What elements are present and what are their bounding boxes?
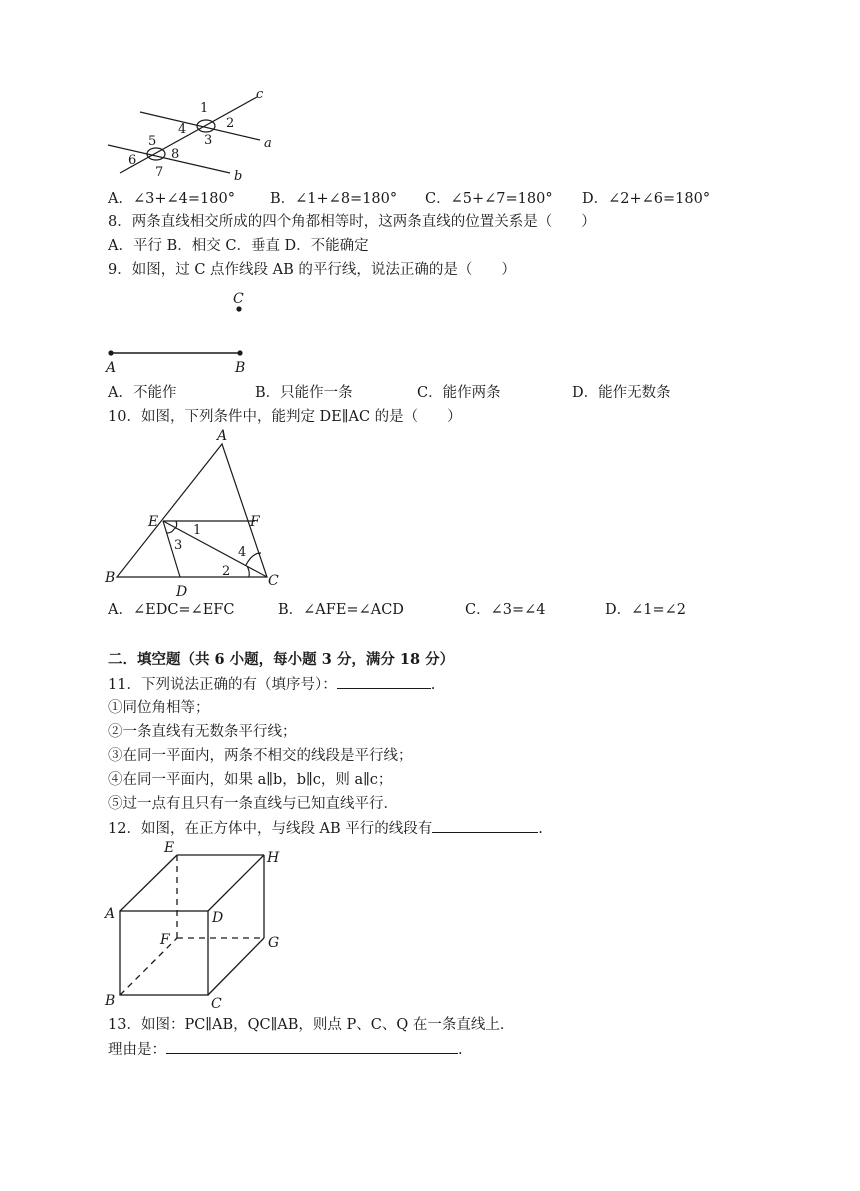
q8-stem: 8．两条直线相交所成的四个角都相等时，这两条直线的位置关系是（ ） bbox=[108, 214, 596, 230]
q9-option-a: A．不能作 bbox=[108, 385, 177, 401]
figure-q7-parallel-lines bbox=[100, 85, 290, 185]
label-a: A bbox=[217, 428, 228, 444]
label-7: 7 bbox=[155, 165, 164, 180]
label-c: c bbox=[256, 87, 264, 102]
label-1: 1 bbox=[193, 523, 202, 538]
q11-end: . bbox=[430, 677, 436, 693]
figure-q9-segment bbox=[100, 288, 260, 378]
q10-option-c: C．∠3=∠4 bbox=[465, 602, 546, 618]
edge-cg bbox=[208, 938, 264, 995]
label-6: 6 bbox=[128, 153, 137, 168]
label-d: D bbox=[212, 910, 224, 926]
edge-dh bbox=[208, 855, 264, 911]
q10-option-d: D．∠1=∠2 bbox=[605, 602, 687, 618]
label-b: B bbox=[235, 360, 246, 376]
q10-option-b: B．∠AFE=∠ACD bbox=[278, 602, 404, 618]
label-c: C bbox=[233, 291, 244, 307]
label-e: E bbox=[148, 514, 159, 530]
q7-option-c: C．∠5+∠7=180° bbox=[425, 191, 553, 207]
q12-stem: 12．如图，在正方体中，与线段 AB 平行的线段有 bbox=[108, 821, 433, 837]
q8-options: A．平行 B．相交 C．垂直 D．不能确定 bbox=[108, 238, 369, 254]
q12-answer-blank[interactable] bbox=[432, 818, 538, 833]
q11-item-5: ⑤过一点有且只有一条直线与已知直线平行． bbox=[108, 796, 398, 812]
q13-reason-label: 理由是： bbox=[108, 1042, 166, 1058]
point-a bbox=[108, 350, 113, 355]
q9-option-d: D．能作无数条 bbox=[572, 385, 671, 401]
label-3: 3 bbox=[174, 538, 183, 553]
q12-end: . bbox=[538, 821, 543, 837]
label-a: A bbox=[106, 360, 117, 376]
label-4: 4 bbox=[178, 122, 187, 137]
q11-answer-blank[interactable] bbox=[337, 674, 431, 689]
label-f: F bbox=[160, 932, 170, 948]
line-a bbox=[140, 112, 260, 140]
q13-answer-blank[interactable] bbox=[166, 1039, 458, 1054]
q11-item-2: ②一条直线有无数条平行线； bbox=[108, 724, 297, 740]
q13-end: . bbox=[458, 1042, 463, 1058]
q12-stem-line bbox=[108, 818, 543, 839]
angle-mark-3 bbox=[167, 529, 174, 533]
cube-front-face bbox=[120, 911, 208, 995]
label-f: F bbox=[250, 514, 260, 530]
q11-item-1: ①同位角相等； bbox=[108, 700, 210, 716]
label-4: 4 bbox=[238, 545, 247, 560]
label-a: A bbox=[105, 906, 116, 922]
point-c bbox=[236, 306, 241, 311]
label-b: b bbox=[234, 169, 243, 184]
label-1: 1 bbox=[200, 101, 209, 116]
label-d: D bbox=[176, 584, 188, 600]
q11-item-4: ④在同一平面内，如果 a∥b，b∥c，则 a∥c； bbox=[108, 772, 393, 788]
figure-q10-triangle bbox=[100, 425, 290, 600]
q10-option-a: A．∠EDC=∠EFC bbox=[108, 602, 235, 618]
label-c: C bbox=[268, 573, 279, 589]
q7-option-d: D．∠2+∠6=180° bbox=[582, 191, 711, 207]
label-8: 8 bbox=[171, 147, 180, 162]
angle-mark-4 bbox=[246, 553, 261, 565]
edge-ae bbox=[120, 855, 177, 911]
label-2: 2 bbox=[226, 116, 235, 131]
q11-stem: 11．下列说法正确的有（填序号）： bbox=[108, 677, 337, 693]
q11-item-3: ③在同一平面内，两条不相交的线段是平行线； bbox=[108, 748, 413, 764]
q7-option-b: B．∠1+∠8=180° bbox=[270, 191, 398, 207]
point-b bbox=[237, 350, 242, 355]
line-b bbox=[108, 145, 230, 173]
q9-option-c: C．能作两条 bbox=[417, 385, 501, 401]
q13-reason-line bbox=[108, 1039, 463, 1060]
q9-option-b: B．只能作一条 bbox=[255, 385, 353, 401]
label-5: 5 bbox=[148, 134, 157, 149]
label-c: C bbox=[211, 996, 222, 1012]
label-b: B bbox=[105, 570, 116, 586]
label-b: B bbox=[105, 993, 116, 1009]
q11-stem-line bbox=[108, 674, 435, 695]
q10-stem: 10．如图，下列条件中，能判定 DE∥AC 的是（ ） bbox=[108, 409, 462, 425]
figure-q12-cube bbox=[100, 838, 300, 1018]
section-2-title: 二．填空题（共 6 小题，每小题 3 分，满分 18 分） bbox=[108, 651, 455, 668]
label-g: G bbox=[268, 935, 280, 951]
q13-stem: 13．如图：PC∥AB，QC∥AB，则点 P、C、Q 在一条直线上． bbox=[108, 1017, 515, 1033]
label-2: 2 bbox=[222, 564, 231, 579]
q7-option-a: A．∠3+∠4=180° bbox=[108, 191, 235, 207]
label-h: H bbox=[267, 850, 280, 866]
q9-stem: 9．如图，过 C 点作线段 AB 的平行线，说法正确的是（ ） bbox=[108, 262, 516, 278]
label-3: 3 bbox=[204, 133, 213, 148]
label-e: E bbox=[164, 840, 175, 856]
label-a: a bbox=[264, 136, 272, 151]
